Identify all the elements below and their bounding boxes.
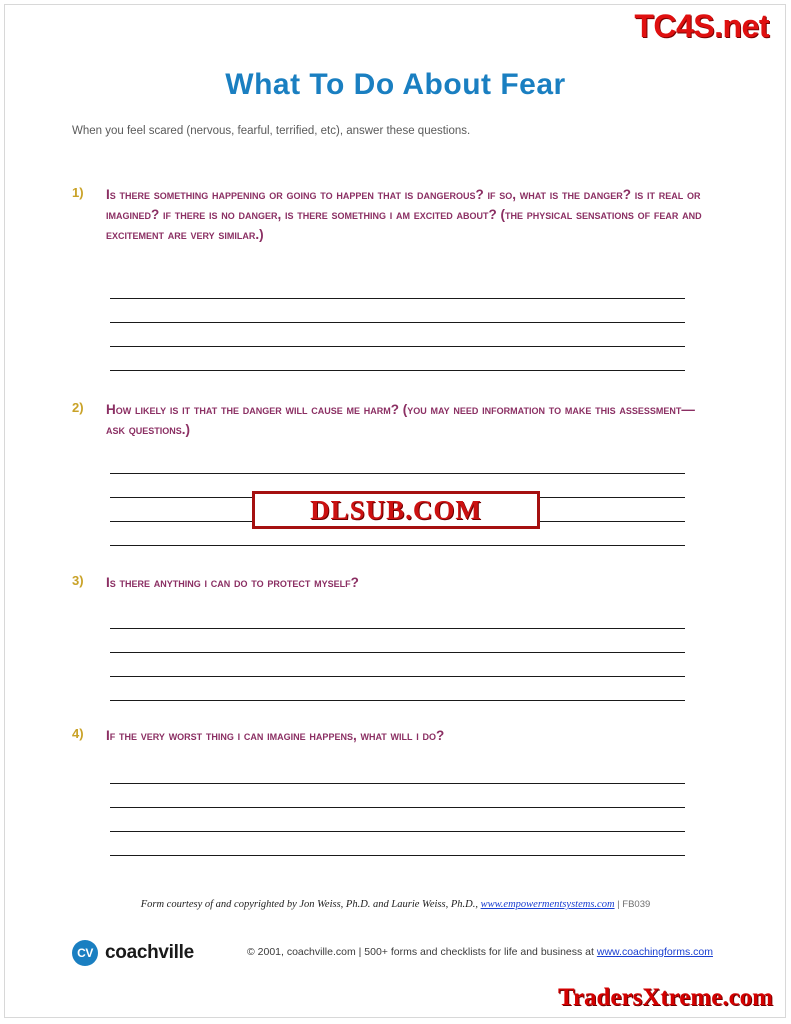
coachville-wordmark: coachville bbox=[105, 942, 194, 963]
question-number-1: 1) bbox=[72, 185, 84, 200]
question-block-4 bbox=[72, 726, 712, 746]
answer-line[interactable] bbox=[110, 275, 685, 299]
question-block-2 bbox=[72, 400, 712, 440]
courtesy-line bbox=[0, 899, 791, 910]
question-text-4: if the very worst thing i can imagine happens, what will i do? bbox=[106, 728, 445, 743]
footer-note bbox=[247, 946, 713, 958]
answer-line[interactable] bbox=[110, 629, 685, 653]
question-number-3: 3) bbox=[72, 573, 84, 588]
coachville-logo bbox=[72, 940, 194, 966]
coachingforms-link[interactable]: www.coachingforms.com bbox=[596, 946, 713, 958]
question-number-2: 2) bbox=[72, 400, 84, 415]
footer-note-text: © 2001, coachville.com | 500+ forms and checklists for life and business at bbox=[247, 946, 597, 958]
question-number-4: 4) bbox=[72, 726, 84, 741]
question-text-1: is there something happening or going to happen that is dangerous? if so, what is the danger? is it real or imagined? if there is no danger, is there something i am excited about? (the physical sensations of fear and excitement are very similar.) bbox=[106, 187, 702, 242]
cv-badge-icon: CV bbox=[72, 940, 98, 966]
answer-line[interactable] bbox=[110, 653, 685, 677]
watermark-center: DLSUB.COM bbox=[252, 491, 540, 529]
empowermentsystems-link[interactable]: www.empowermentsystems.com bbox=[480, 899, 615, 910]
answer-line[interactable] bbox=[110, 760, 685, 784]
watermark-top: TC4S.net bbox=[634, 8, 769, 44]
question-block-1 bbox=[72, 185, 712, 245]
question-text-2: how likely is it that the danger will cause me harm? (you may need information to make this assessment—ask questions.) bbox=[106, 402, 695, 437]
watermark-bottom: TradersXtreme.com bbox=[558, 984, 773, 1011]
answer-line[interactable] bbox=[110, 299, 685, 323]
page-subtitle: When you feel scared (nervous, fearful, terrified, etc), answer these questions. bbox=[72, 125, 471, 137]
courtesy-text: Form courtesy of and copyrighted by Jon Weiss, Ph.D. and Laurie Weiss, Ph.D., bbox=[140, 899, 481, 910]
question-text-3: is there anything i can do to protect myself? bbox=[106, 575, 359, 590]
answer-line[interactable] bbox=[110, 323, 685, 347]
form-code: | FB039 bbox=[617, 899, 651, 910]
answer-line[interactable] bbox=[110, 808, 685, 832]
answer-line[interactable] bbox=[110, 347, 685, 371]
answer-lines-1 bbox=[110, 275, 685, 371]
answer-line[interactable] bbox=[110, 450, 685, 474]
answer-line[interactable] bbox=[110, 605, 685, 629]
answer-line[interactable] bbox=[110, 832, 685, 856]
page-title: What To Do About Fear bbox=[225, 68, 566, 101]
question-block-3 bbox=[72, 573, 712, 593]
answer-lines-3 bbox=[110, 605, 685, 701]
answer-lines-4 bbox=[110, 760, 685, 856]
answer-line[interactable] bbox=[110, 677, 685, 701]
answer-line[interactable] bbox=[110, 784, 685, 808]
